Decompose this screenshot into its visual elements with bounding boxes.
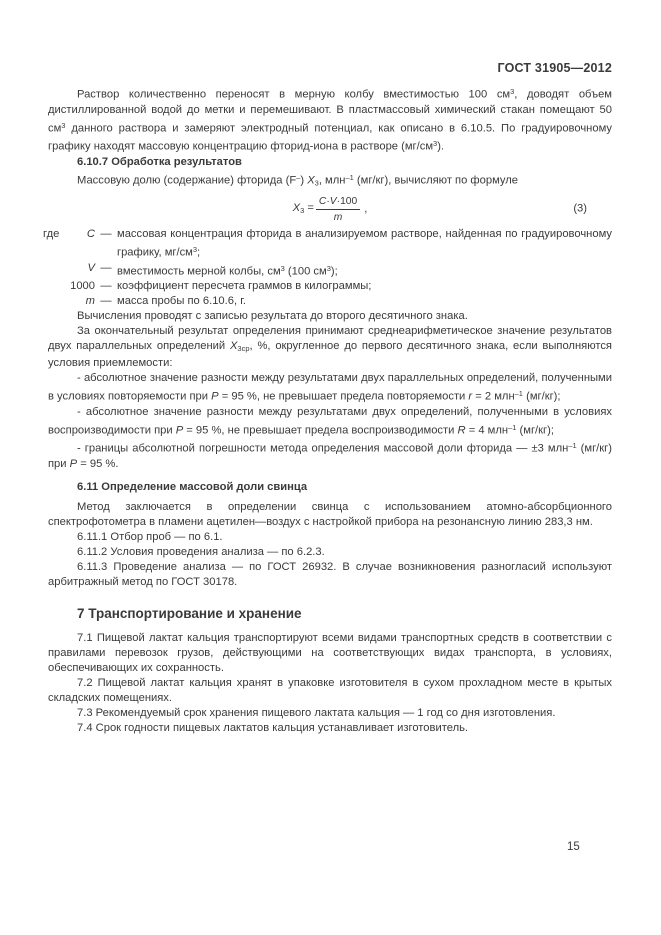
formula-numerator: C·V·100	[316, 195, 360, 210]
equation-number: (3)	[573, 202, 587, 215]
where-symbol: V	[87, 261, 95, 274]
paragraph-calculation-note: Вычисления проводят с записью результата до второго десятичного знака.	[77, 310, 468, 322]
paragraph-lead-method: Метод заключается в определении свинца с использованием атомно-абсорбционного спектрофотометра в пламени ацетилен—воздух с настройкой прибора на резонансную линию 283,3 нм.	[48, 500, 612, 528]
document-body	[43, 84, 612, 736]
formula-3	[48, 194, 612, 224]
where-description: коэффициент пересчета граммов в килограммы;	[117, 280, 372, 292]
where-dash: —	[100, 280, 112, 292]
paragraph-6-11-2: 6.11.2 Условия проведения анализа — по 6.2.3.	[77, 545, 325, 558]
paragraph-sample-transfer: Раствор количественно переносят в мерную колбу вместимостью 100 $см^3$, доводят объем дистиллированной водой до метки и перемешивают. В пластмассовый химический стакан помещают 50 $см^3$ данного раствора и замеряют электродный потенциал, как описано в 6.10.5. По градуировочному графику находят массовую концентрацию фторид-иона в растворе $(мг/см^3)$.	[48, 87, 612, 153]
where-dash: —	[100, 295, 112, 307]
formula-denominator: m	[333, 211, 343, 223]
where-symbol: m	[85, 295, 95, 307]
paragraph-7-4: 7.4 Срок годности пищевых лактатов кальция устанавливает изготовитель.	[77, 721, 469, 734]
formula-where-list	[43, 227, 612, 309]
formula-fraction	[316, 195, 360, 224]
paragraph-6-11-3: 6.11.3 Проведение анализа — по ГОСТ 26932. В случае возникновения разногласий используют арбитражный метод по ГОСТ 30178.	[48, 560, 612, 588]
paragraph-7-3: 7.3 Рекомендуемый срок хранения пищевого лактата кальция — 1 год со дня изготовления.	[77, 706, 556, 719]
where-symbol: C	[86, 228, 95, 240]
where-description: массовая концентрация фторида в анализируемом растворе, найденная по градуировочному графику, $мг/см^3$;	[117, 228, 612, 259]
paragraph-repeatability: - абсолютное значение разности между результатами двух параллельных определений, полученными в условиях повторяемости при P = 95 %, не превышает предела повторяемости r = 2 млн$^{-1}$ (мг/кг);	[48, 372, 612, 403]
page-number: 15	[567, 841, 580, 853]
where-label: где	[43, 228, 60, 240]
paragraph-reproducibility: - абсолютное значение разности между результатами двух определений, полученными в условиях воспроизводимости при P = 95 %, не превышает предела воспроизводимости R = 4 млн$^{-1}$ (мг/кг);	[48, 405, 612, 436]
formula-comma: ,	[364, 202, 368, 215]
where-symbol: 1000	[70, 280, 95, 292]
formula-lhs: $X_3$ =	[292, 201, 314, 215]
where-row-m	[48, 294, 612, 309]
paragraph-final-result: За окончательный результат определения принимают среднеарифметическое значение результатов двух параллельных определений $X_{3ср}$, %, округленное до первого десятичного знака, если выполняются условия приемлемости:	[48, 325, 612, 369]
where-row-c	[48, 227, 612, 261]
where-row-v	[48, 261, 612, 280]
standard-number-header: ГОСТ 31905—2012	[497, 61, 612, 75]
heading-7-transport-storage: 7 Транспортирование и хранение	[77, 605, 302, 621]
paragraph-7-2: 7.2 Пищевой лактат кальция хранят в упаковке изготовителя в сухом прохладном месте в крытых складских помещениях.	[48, 676, 612, 704]
where-row-1000	[48, 279, 612, 294]
where-description: вместимость мерной колбы, $см^3$ (100 $см^3$);	[117, 263, 338, 277]
paragraph-error-bounds: - границы абсолютной погрешности метода определения массовой доли фторида — ±3 млн$^{-1}$ (мг/кг) при P = 95 %.	[48, 441, 612, 470]
paragraph-formula-intro: Массовую долю (содержание) фторида (F–) $X_3$, млн$^{-1}$ (мг/кг), вычисляют по формуле	[77, 172, 518, 187]
heading-6-11: 6.11 Определение массовой доли свинца	[77, 480, 308, 493]
where-dash: —	[100, 261, 112, 274]
paragraph-7-1: 7.1 Пищевой лактат кальция транспортируют всеми видами транспортных средств в соответствии с правилами перевозок грузов, действующими на соответствующих видах транспорта, в условиях, обеспечивающих их сохранность.	[48, 631, 612, 674]
heading-6-10-7: 6.10.7 Обработка результатов	[77, 155, 242, 168]
where-dash: —	[100, 228, 112, 240]
where-description: масса пробы по 6.10.6, г.	[117, 295, 247, 307]
paragraph-6-11-1: 6.11.1 Отбор проб — по 6.1.	[77, 530, 223, 543]
